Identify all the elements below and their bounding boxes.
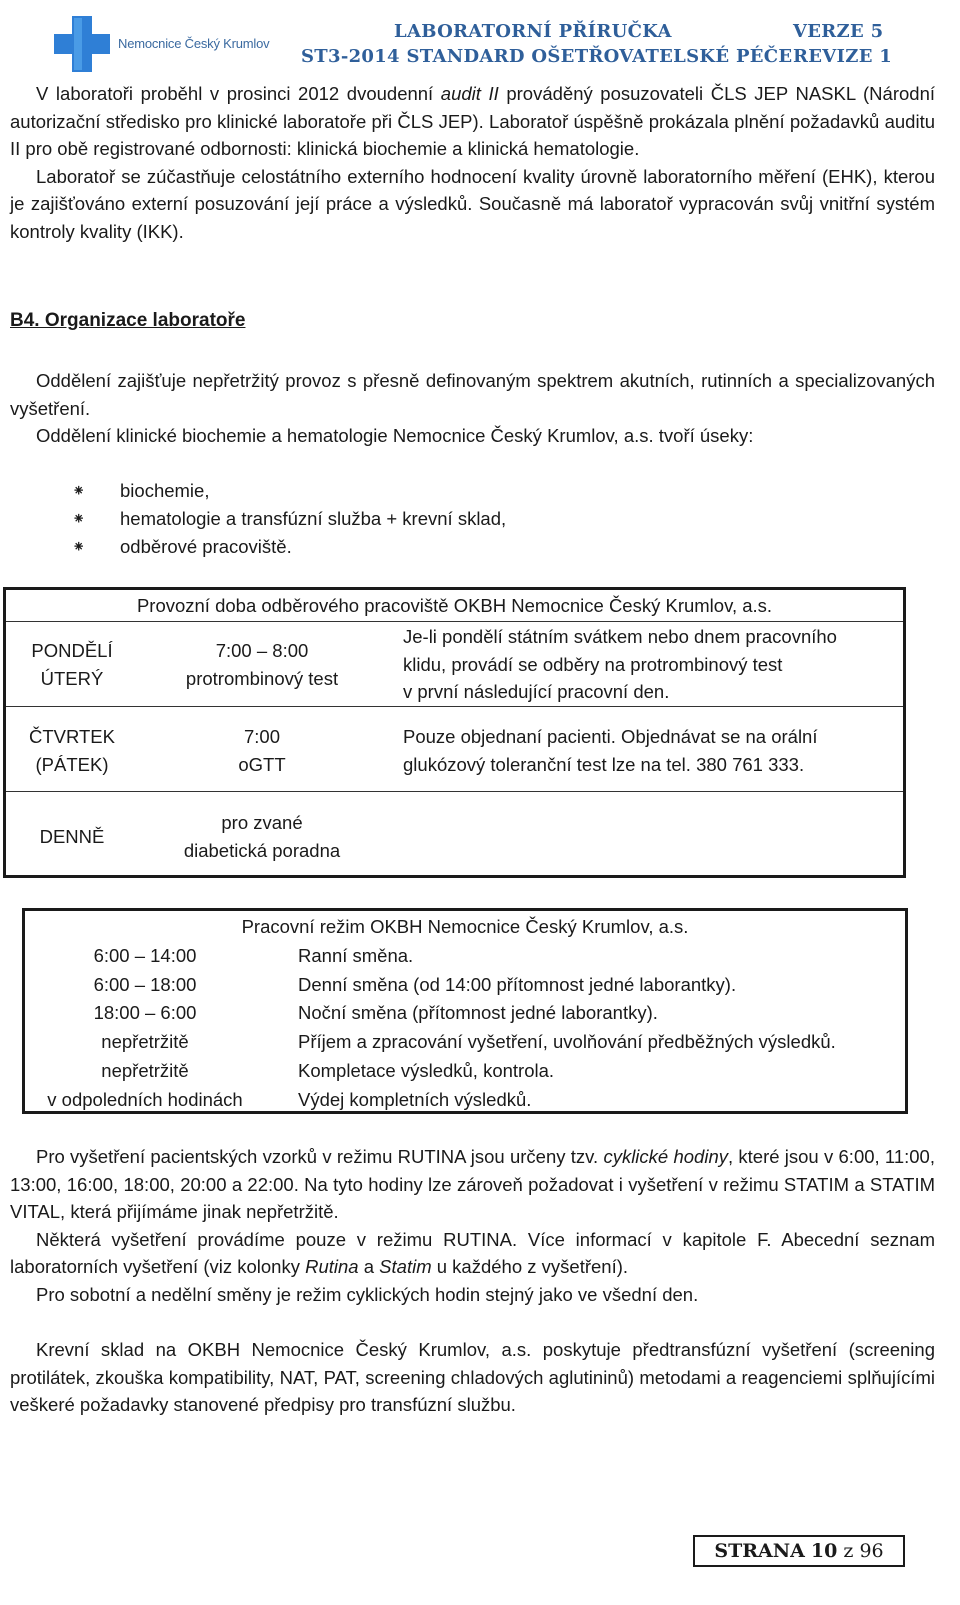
table-col-time: 6:00 – 14:00 6:00 – 18:00 18:00 – 6:00 nepřetržitě nepřetržitě v odpoledních hodinách (47, 945, 243, 1110)
hospital-logo-text: Nemocnice Český Krumlov (118, 36, 270, 51)
audit-paragraph: V laboratoři proběhl v prosinci 2012 dvoudenní audit II prováděný posuzovateli ČLS JEP NASKL (Národní autorizační středisko pro klinické laboratoře při ČLS JEP). Laboratoř úspěšně prokázala plnění požadavků auditu II pro obě registrované odbornosti: klinická biochemie a klinická hematologie. (10, 83, 935, 159)
version-label: VERZE 5 (793, 21, 884, 42)
asterisk-bullet-icon: ⁕ (72, 483, 86, 500)
sampling-hours-table (3, 587, 906, 878)
intro-text (10, 80, 935, 245)
table-row-day: DENNĚ (39, 826, 105, 847)
list-item: ⁕ biochemie, (72, 477, 506, 505)
section-heading: B4. Organizace laboratoře (10, 310, 246, 331)
table-row-day: ČTVRTEK (PÁTEK) (28, 726, 115, 775)
table-col-description: Ranní směna. Denní směna (od 14:00 přítomnost jedné laborantky). Noční směna (přítomnost jedné laborantky). Příjem a zpracování vyšetření, uvolňování předběžných výsledků. Kompletace výsledků, kontrola. Výdej kompletních výsledků. (298, 945, 836, 1110)
table-title: Provozní doba odběrového pracoviště OKBH Nemocnice Český Krumlov, a.s. (136, 595, 773, 616)
table-row-note: Je-li pondělí státním svátkem nebo dnem pracovního klidu, provádí se odběry na protrombinový test v první následující pracovní den. (403, 626, 837, 702)
weekend-paragraph: Pro sobotní a nedělní směny je režim cyklických hodin stejný jako ve všední den. (36, 1283, 699, 1305)
table-row-note: Pouze objednaní pacienti. Objednávat se na orální glukózový toleranční test lze na tel. 380 761 333. (403, 726, 818, 775)
blood-bank-text (10, 1336, 935, 1419)
table-title: Pracovní režim OKBH Nemocnice Český Krumlov, a.s. (241, 916, 689, 937)
table-divider (6, 706, 903, 707)
page-indicator: STRANA 10 z 96 (693, 1535, 905, 1567)
quality-paragraph: Laboratoř se zúčastňuje celostátního externího hodnocení kvality úrovně laboratorního měření (EHK), kterou je zajišťováno externí posuzování její práce a výsledků. Současně má laboratoř vypracován svůj vnitřní systém kontroly kvality (IKK). (10, 165, 935, 242)
routine-paragraph: Některá vyšetření provádíme pouze v režimu RUTINA. Více informací v kapitole F. Abecední seznam laboratorních vyšetření (viz kolonky Rutina a Statim u každého z vyšetření). (10, 1228, 935, 1277)
working-regime-table (22, 908, 908, 1114)
table-row-time: pro zvané diabetická poradna (183, 812, 341, 861)
table-divider (6, 621, 903, 622)
blood-bank-paragraph: Krevní sklad na OKBH Nemocnice Český Krumlov, a.s. poskytuje předtransfúzní vyšetření (screening protilátek, zkouška kompatibility, NAT, PAT, screening chladových aglutininů) metodami a reagenciemi splňujícími veškeré požadavky stanovené předpisy pro transfúzní službu. (10, 1339, 935, 1415)
departments-paragraph: Oddělení klinické biochemie a hematologie Nemocnice Český Krumlov, a.s. tvoří úseky: (36, 425, 754, 446)
table-divider (6, 791, 903, 792)
revision-label: REVIZE 1 (793, 46, 893, 67)
organization-text (10, 367, 935, 450)
operation-paragraph: Oddělení zajišťuje nepřetržitý provoz s přesně definovaným spektrem akutních, rutinních a specializovaných vyšetření. (10, 370, 935, 419)
cyclic-hours-paragraph: Pro vyšetření pacientských vzorků v režimu RUTINA jsou určeny tzv. cyklické hodiny, které jsou v 6:00, 11:00, 13:00, 16:00, 18:00, 20:00 a 22:00. Na tyto hodiny lze zároveň požadovat i vyšetření v režimu STATIM a STATIM VITAL, která přijímáme jinak nepřetržitě. (10, 1146, 935, 1222)
asterisk-bullet-icon: ⁕ (72, 511, 86, 528)
list-item: ⁕ hematologie a transfúzní služba + krevní sklad, (72, 505, 506, 533)
department-list (72, 477, 506, 561)
asterisk-bullet-icon: ⁕ (72, 539, 86, 556)
table-row-day: PONDĚLÍ ÚTERÝ (31, 640, 113, 689)
manual-title: LABORATORNÍ PŘÍRUČKA (394, 21, 672, 42)
hospital-cross-logo-icon (52, 14, 112, 74)
table-row-time: 7:00 – 8:00 protrombinový test (185, 640, 339, 689)
table-row-time: 7:00 oGTT (238, 726, 286, 775)
closing-text (10, 1143, 935, 1308)
standard-title: ST3-2014 STANDARD OŠETŘOVATELSKÉ PÉČE (301, 46, 793, 67)
list-item: ⁕ odběrové pracoviště. (72, 533, 506, 561)
